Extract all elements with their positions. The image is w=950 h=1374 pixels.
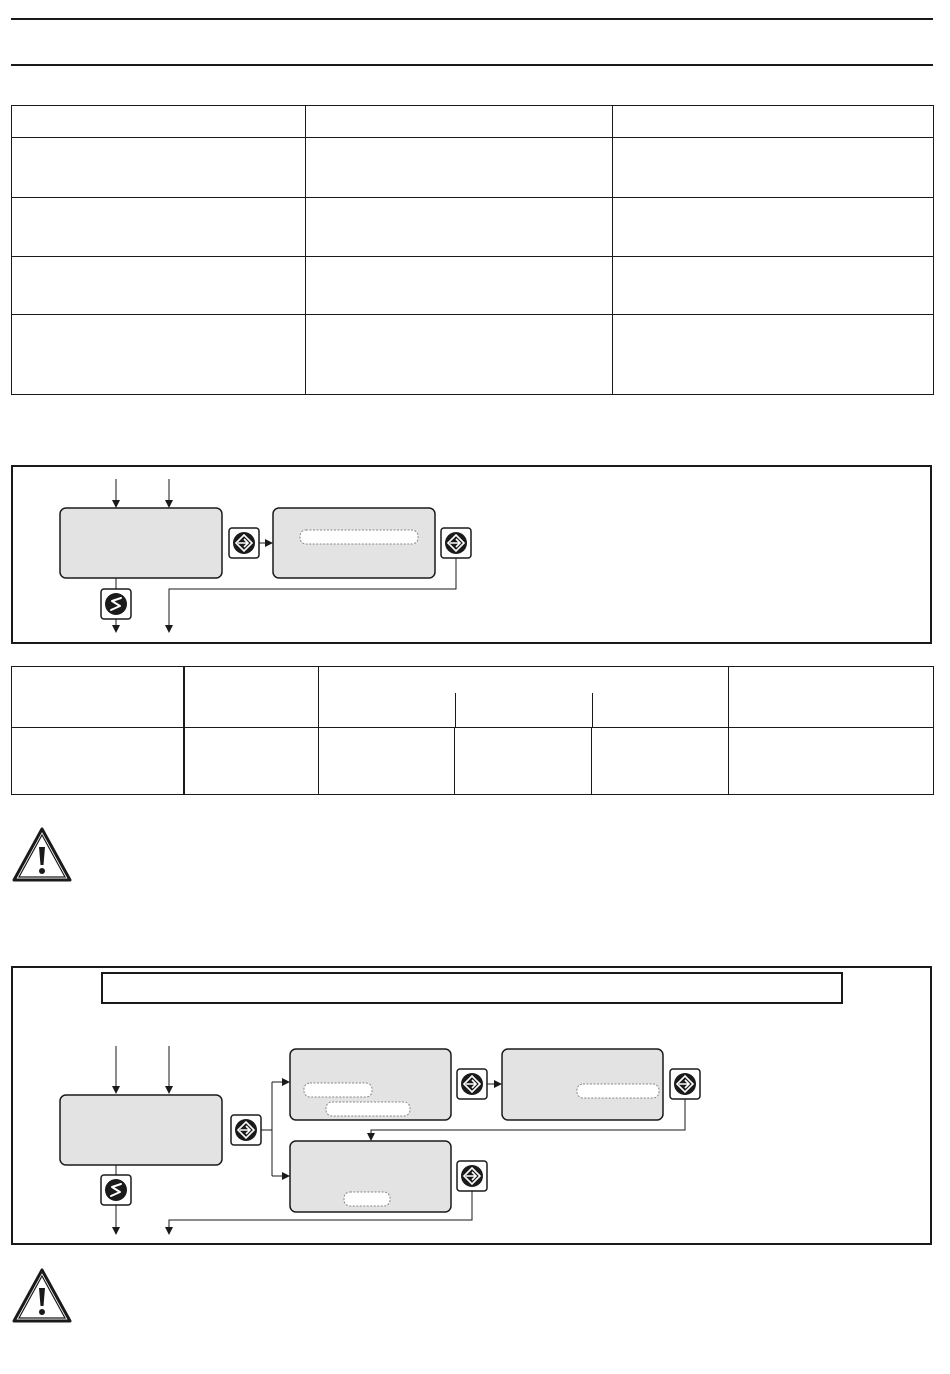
table-cell <box>12 198 306 257</box>
table-cell <box>12 728 184 795</box>
sub-divider <box>455 693 456 727</box>
enter-button[interactable] <box>457 1069 487 1099</box>
flow-diagram-1-svg <box>13 467 930 642</box>
table-header-cell <box>729 667 934 728</box>
sub-divider <box>592 693 593 727</box>
settings-table <box>11 105 934 395</box>
table-cell <box>319 728 455 795</box>
table-cell <box>613 315 934 395</box>
menu-display <box>60 508 222 578</box>
table-cell <box>455 728 592 795</box>
table-cell <box>306 315 613 395</box>
enter-button[interactable] <box>229 528 259 558</box>
value-field <box>304 1083 372 1097</box>
menu-display <box>60 1095 222 1165</box>
menu-flow-diagram-1 <box>11 465 932 644</box>
table-header-cell <box>12 106 306 138</box>
value-field <box>300 530 418 544</box>
enter-button[interactable] <box>670 1069 700 1099</box>
warning-icon <box>11 1267 73 1325</box>
table-header-group <box>319 667 729 728</box>
value-field <box>326 1102 410 1116</box>
table-header-cell <box>12 667 184 728</box>
table-cell <box>12 138 306 198</box>
table-header-row <box>12 106 934 138</box>
table-cell <box>613 138 934 198</box>
table-cell <box>613 198 934 257</box>
table-header-cell <box>184 667 319 728</box>
table-row <box>12 257 934 315</box>
table-cell <box>729 728 934 795</box>
enter-button[interactable] <box>457 1161 487 1191</box>
value-field <box>577 1084 659 1098</box>
table-row <box>12 138 934 198</box>
table-header-cell <box>306 106 613 138</box>
table-cell <box>306 257 613 315</box>
escape-button[interactable] <box>101 1175 131 1205</box>
header-bottom-rule <box>11 64 933 66</box>
table-cell <box>306 138 613 198</box>
table-header-cell <box>613 106 934 138</box>
table-cell <box>306 198 613 257</box>
menu-flow-diagram-2 <box>11 966 932 1245</box>
flow-diagram-2-svg <box>13 968 930 1243</box>
value-field <box>344 1192 390 1206</box>
table-cell <box>184 728 319 795</box>
enter-button[interactable] <box>441 528 471 558</box>
enter-button[interactable] <box>231 1115 261 1145</box>
header-top-rule <box>11 18 933 20</box>
table-cell <box>12 257 306 315</box>
table-row <box>12 198 934 257</box>
range-table <box>11 666 934 795</box>
table-header-row <box>12 667 934 728</box>
escape-button[interactable] <box>101 589 131 619</box>
table-row <box>12 728 934 795</box>
table-row <box>12 315 934 395</box>
table-cell <box>613 257 934 315</box>
table-cell <box>592 728 729 795</box>
warning-icon <box>11 826 73 884</box>
table-cell <box>12 315 306 395</box>
